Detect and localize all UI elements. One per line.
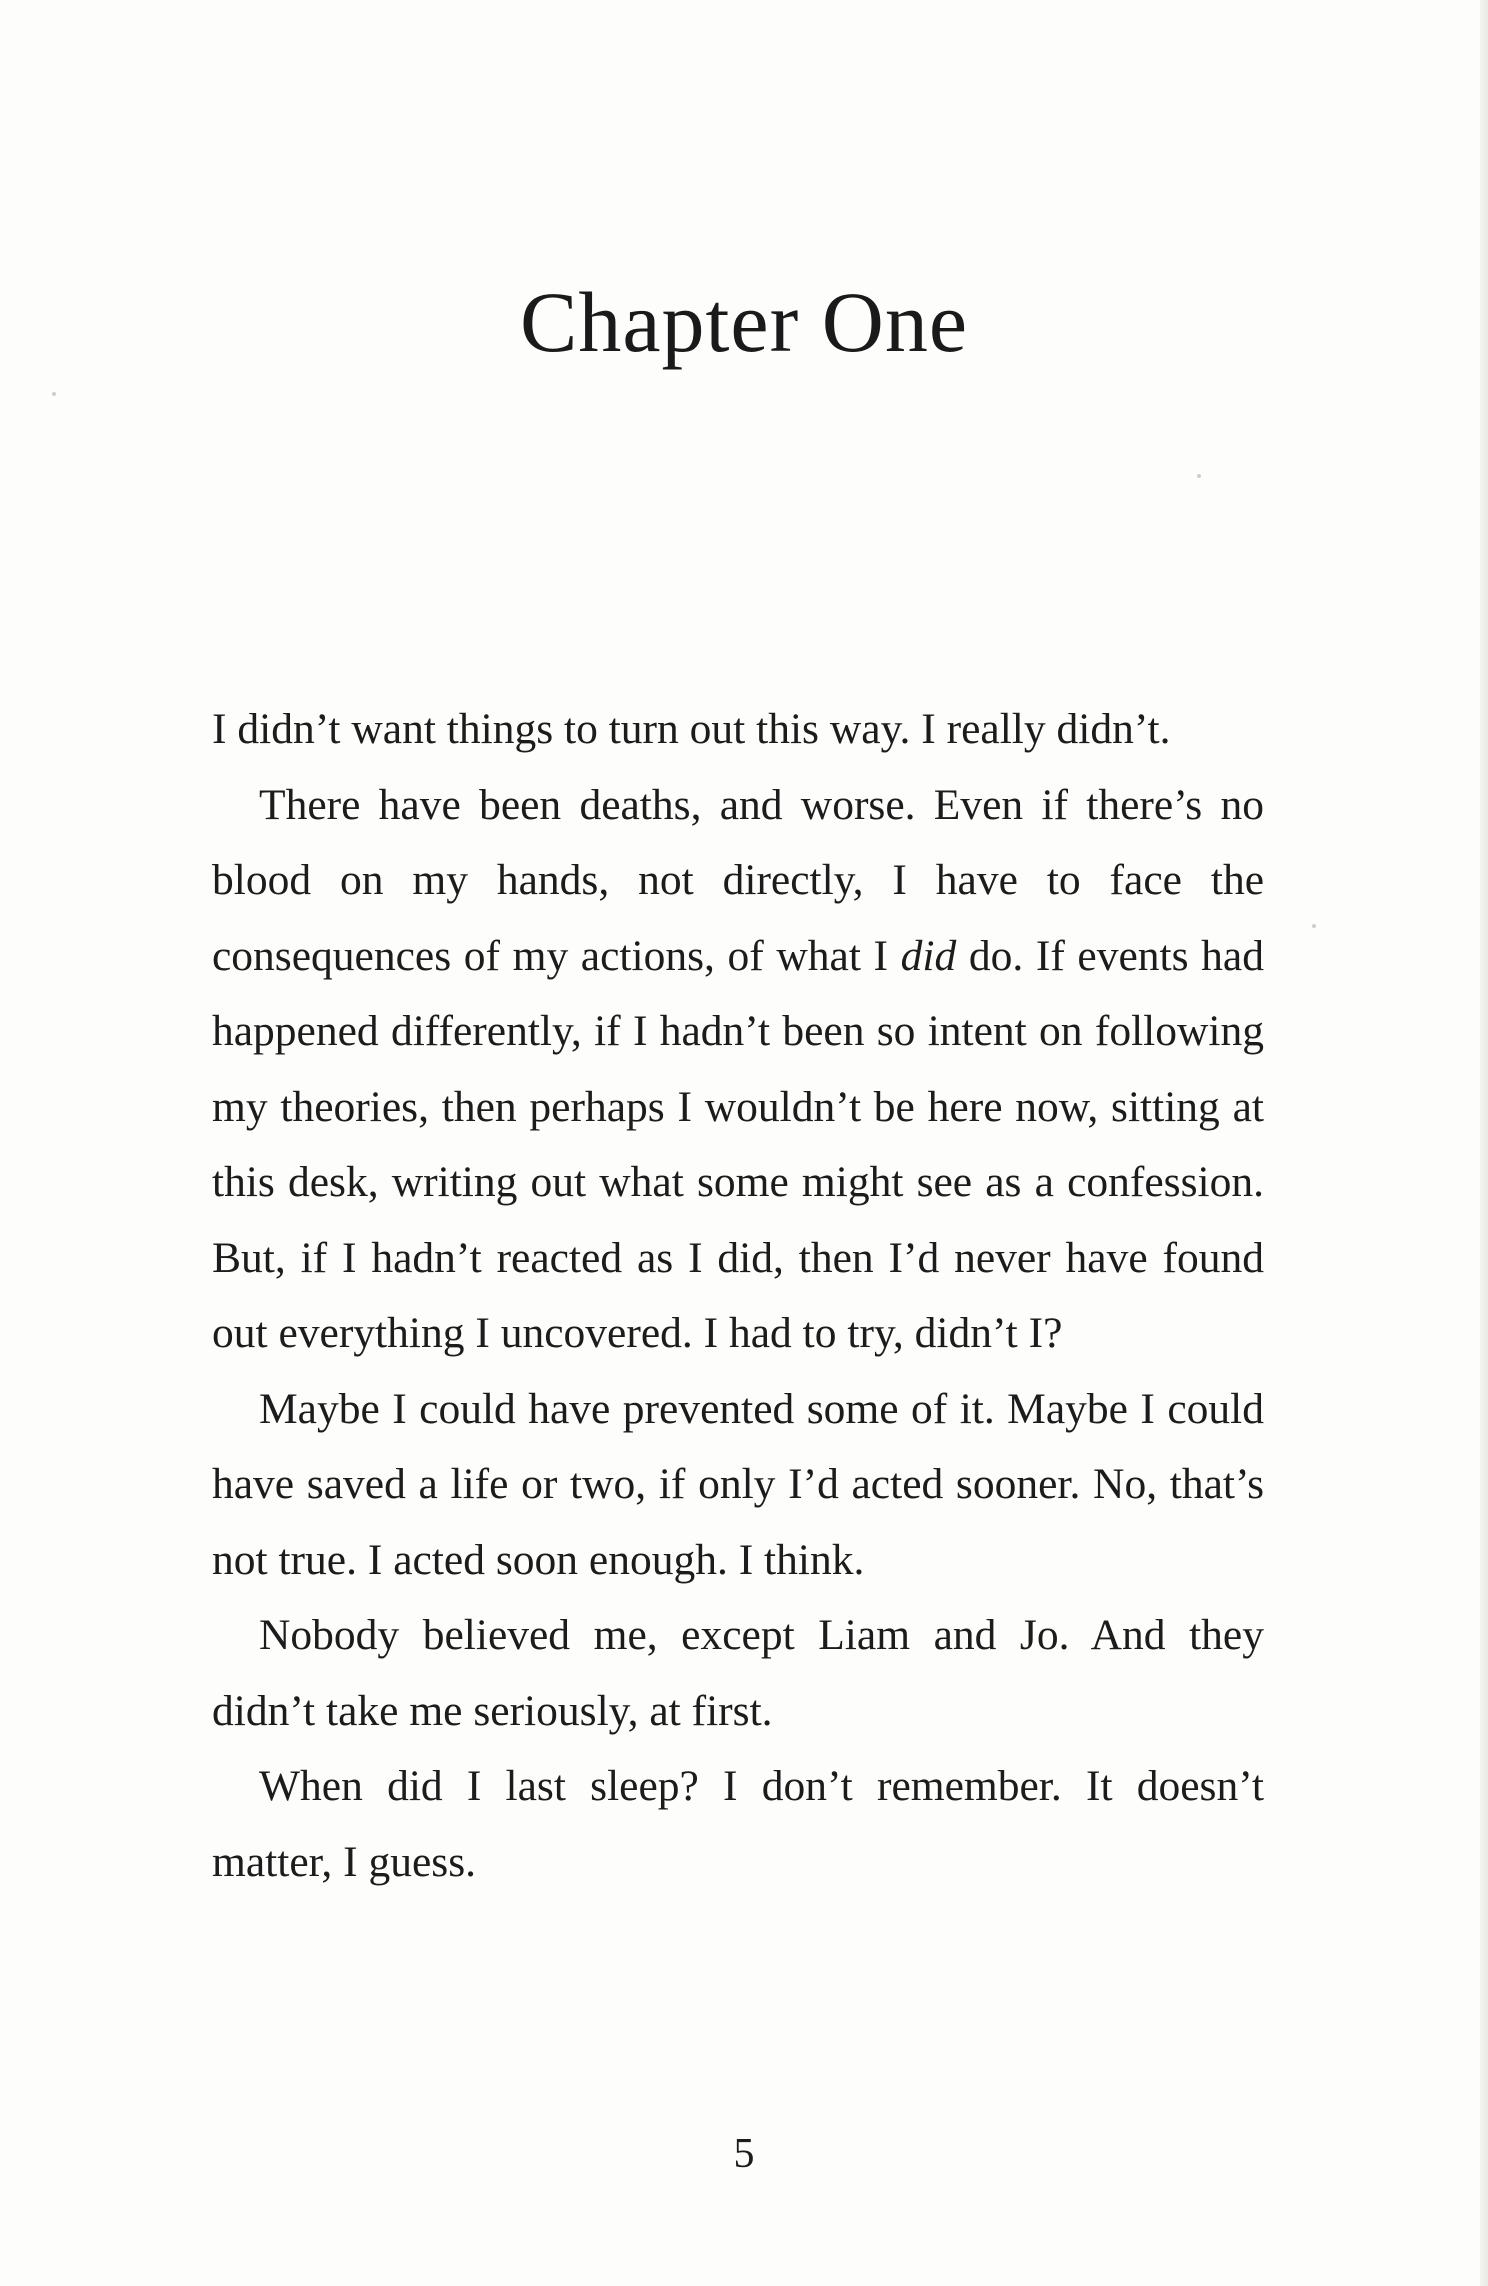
chapter-title: Chapter One xyxy=(519,274,968,370)
paper-speck xyxy=(52,392,56,396)
paragraph-text: When did I last sleep? I don’t remember. It doesn’t matter, I guess. xyxy=(212,1762,1264,1886)
paper-speck xyxy=(1197,474,1201,478)
paragraph-text: do. If events had happened differently, if I hadn’t been so intent on following my theories, then perhaps I wouldn’t be here now, sitting at this desk, writing out what some might see as a confession. But, if I hadn’t reacted as I did, then I’d never have found out everything I uncovered. I had to try, didn’t I? xyxy=(212,931,1264,1357)
paragraph xyxy=(212,1598,1264,1749)
paragraph xyxy=(212,1749,1264,1900)
chapter-body xyxy=(212,692,1264,1900)
paragraph-text: Maybe I could have prevented some of it. Maybe I could have saved a life or two, if only I’d acted sooner. No, that’s not true. I acted soon enough. I think. xyxy=(212,1384,1264,1584)
paragraph xyxy=(212,1372,1264,1599)
paragraph-text: Nobody believed me, except Liam and Jo. And they didn’t take me seriously, at first. xyxy=(212,1611,1264,1735)
paper-speck xyxy=(1312,924,1316,928)
paragraph-text: There have been deaths, and worse. Even if there’s no blood on my hands, not directly, I have to face the consequences of my actions, of what I xyxy=(212,780,1264,980)
page-number: 5 xyxy=(733,2131,755,2177)
paragraph xyxy=(212,768,1264,1372)
paragraph-text: I didn’t want things to turn out this way. I really didn’t. xyxy=(212,705,1171,753)
paragraph xyxy=(212,692,1264,768)
emphasis-text: did xyxy=(900,931,957,980)
